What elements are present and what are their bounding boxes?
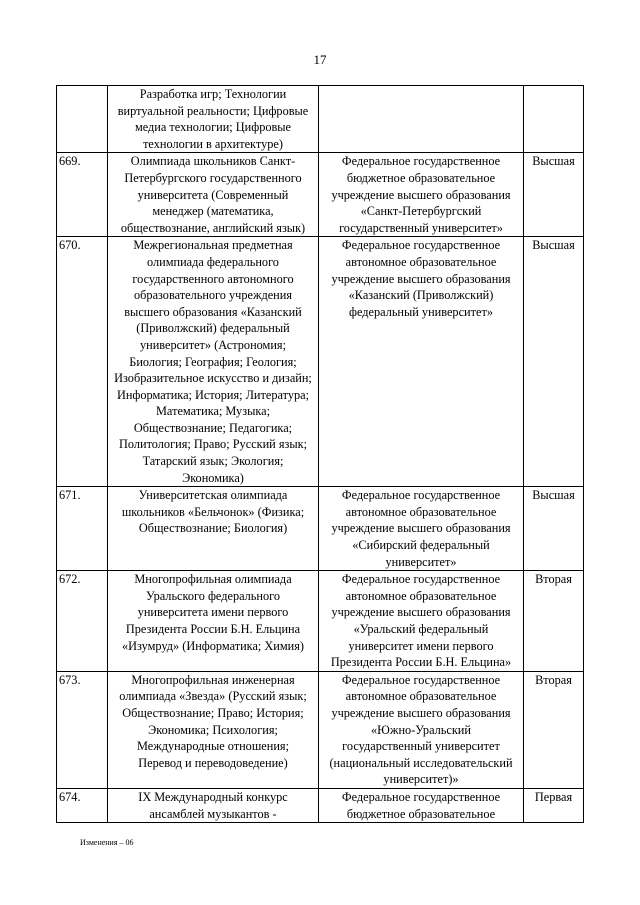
level-cell: Высшая [524,237,584,487]
organizer-line: государственный университет [342,739,500,754]
olympiad-name-cell [108,153,319,237]
olympiad-name-line: Перевод и переводоведение) [138,755,288,770]
level-cell: Вторая [524,671,584,788]
level-cell: Первая [524,788,584,822]
row-number: 670. [57,237,108,487]
organizer-line: учреждение высшего образования [331,605,511,620]
olympiad-name-cell [108,571,319,672]
olympiad-name-line: IX Международный конкурс [138,789,288,804]
row-number: 669. [57,153,108,237]
organizer-line: Федеральное государственное [341,488,501,503]
olympiad-name-line: образовательного учреждения [134,288,292,303]
organizer-line: «Казанский (Приволжский) [348,288,494,303]
olympiad-name-line: обществознание, английский язык) [120,220,306,235]
organizer-cell [319,788,524,822]
olympiad-name-line: менеджер (математика, [152,204,274,219]
organizer-line: университет)» [383,772,459,787]
olympiad-name-line: «Изумруд» (Информатика; Химия) [122,638,304,653]
organizer-line: Федеральное государственное [341,572,501,587]
organizer-line: университет имени первого [348,638,494,653]
organizer-line: Федеральное государственное [341,672,501,687]
olympiad-name-line: Межрегиональная предметная [133,238,293,253]
organizer-cell [319,487,524,571]
organizer-cell [319,237,524,487]
olympiad-name-line: Обществознание; Педагогика; [133,420,293,435]
organizer-line: «Сибирский федеральный [352,538,490,553]
olympiad-table [56,85,584,823]
olympiad-name-line: Обществознание; Биология) [138,521,288,536]
olympiad-name-line: Экономика; Психология; [148,722,278,737]
olympiad-name-line: высшего образования «Казанский [124,304,302,319]
footer-note: Изменения – 06 [80,838,134,847]
olympiad-name-line: Олимпиада школьников Санкт- [130,154,296,169]
olympiad-name-line: медиа технологии; Цифровые [134,120,292,135]
organizer-line: (национальный исследовательский [329,755,513,770]
organizer-line: автономное образовательное [345,254,497,269]
row-number: 673. [57,671,108,788]
olympiad-name-cell [108,487,319,571]
olympiad-name-line: Уральского федерального [145,588,281,603]
olympiad-name-line: Информатика; История; Литература; [116,387,310,402]
level-cell: Вторая [524,571,584,672]
organizer-line: бюджетное образовательное [346,806,496,821]
olympiad-name-line: университет» (Астрономия; [140,337,286,352]
organizer-line: автономное образовательное [345,689,497,704]
level-cell: Высшая [524,153,584,237]
olympiad-name-cell [108,788,319,822]
table-row [57,788,584,822]
olympiad-name-line: университета имени первого [137,605,289,620]
table-row [57,237,584,487]
level-cell [524,86,584,153]
organizer-line: автономное образовательное [345,588,497,603]
olympiad-name-cell [108,86,319,153]
organizer-line: «Уральский федеральный [353,622,489,636]
olympiad-name-line: олимпиада федерального [147,254,279,269]
organizer-cell [319,671,524,788]
organizer-cell [319,153,524,237]
organizer-line: федеральный университет» [349,304,493,319]
olympiad-name-cell [108,237,319,487]
olympiad-name-line: Международные отношения; [137,739,289,754]
level-cell: Высшая [524,487,584,571]
olympiad-name-cell [108,671,319,788]
olympiad-name-line: Петербургского государственного [124,170,302,185]
row-number: 671. [57,487,108,571]
organizer-line: Федеральное государственное [341,238,501,253]
row-number: 672. [57,571,108,672]
organizer-line: Президента России Б.Н. Ельцина» [330,655,512,670]
olympiad-name-line: олимпиада «Звезда» (Русский язык; [119,689,307,704]
organizer-line: государственный университет» [339,220,503,235]
olympiad-name-line: Обществознание; Право; История; [122,705,304,720]
organizer-line: университет» [385,554,457,569]
row-number [57,86,108,153]
olympiad-name-line: Разработка игр; Технологии [139,87,287,101]
olympiad-name-line: Президента России Б.Н. Ельцина [125,622,301,636]
olympiad-name-line: ансамблей музыкантов - [149,806,277,821]
organizer-line: «Южно-Уральский [371,722,471,737]
olympiad-name-line: университета (Современный [137,187,289,202]
organizer-line: учреждение высшего образования [331,705,511,720]
olympiad-name-line: (Приволжский) федеральный [136,321,290,336]
organizer-line: учреждение высшего образования [331,187,511,202]
olympiad-name-line: Изобразительное искусство и дизайн; [114,371,312,386]
row-number: 674. [57,788,108,822]
olympiad-name-line: Многопрофильная инженерная [131,672,295,687]
organizer-cell [319,86,524,153]
olympiad-name-line: Татарский язык; Экология; [142,454,284,469]
olympiad-name-line: Многопрофильная олимпиада [134,572,292,587]
olympiad-name-line: Биология; География; Геология; [129,354,297,369]
olympiad-name-line: школьников «Бельчонок» (Физика; [121,504,305,519]
table-row [57,86,584,153]
organizer-line: «Санкт-Петербургский [360,204,482,219]
organizer-line: Федеральное государственное [341,789,501,804]
organizer-cell [319,571,524,672]
organizer-line: бюджетное образовательное [346,170,496,185]
olympiad-name-line: Политология; Право; Русский язык; [119,437,307,452]
page-number: 17 [313,52,327,67]
table-row [57,571,584,672]
olympiad-name-line: Экономика) [182,470,244,485]
olympiad-name-line: Университетская олимпиада [138,488,288,503]
olympiad-name-line: технологии в архитектуре) [143,136,283,151]
organizer-line: учреждение высшего образования [331,521,511,536]
organizer-line: учреждение высшего образования [331,271,511,286]
table-row [57,153,584,237]
organizer-line: Федеральное государственное [341,154,501,169]
olympiad-name-line: виртуальной реальности; Цифровые [117,103,309,118]
table-row [57,671,584,788]
table-body [57,86,584,823]
table-row [57,487,584,571]
olympiad-name-line: Математика; Музыка; [156,404,270,419]
olympiad-name-line: государственного автономного [132,271,294,286]
organizer-line: автономное образовательное [345,504,497,519]
